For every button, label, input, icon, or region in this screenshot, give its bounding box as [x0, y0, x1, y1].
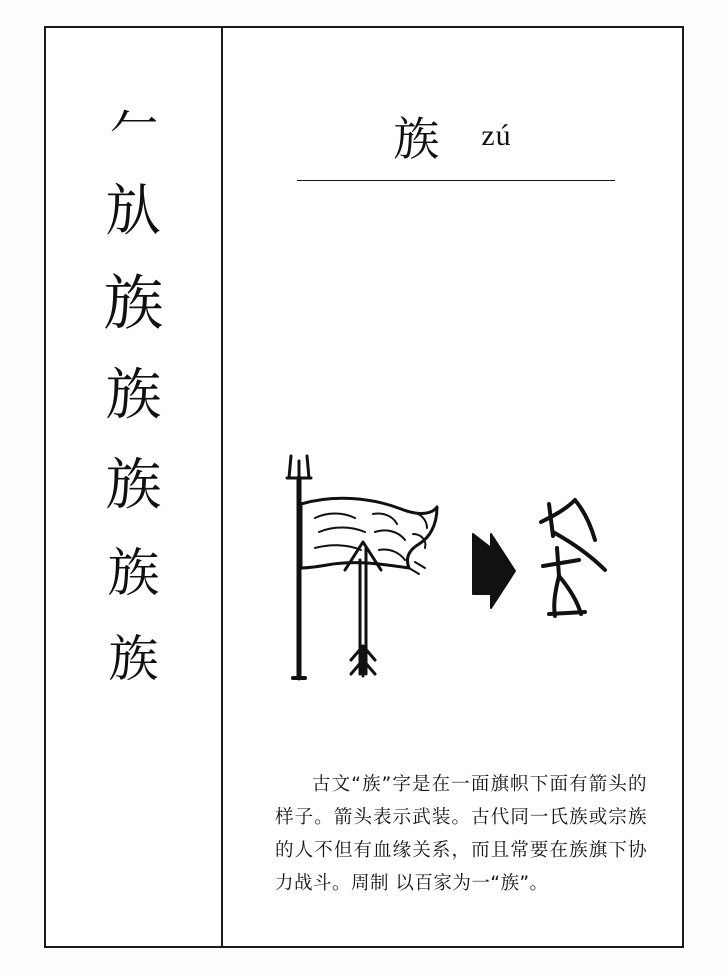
- script-form-regular: 族: [108, 630, 159, 688]
- etymology-illustration: [223, 408, 682, 708]
- script-form-seal-2: 族: [105, 453, 162, 518]
- script-form-oracle-bone: 𠂉: [109, 96, 158, 154]
- ancient-script-column: [46, 28, 221, 946]
- script-form-bronze-1: 㫃: [105, 179, 162, 244]
- entry-panel: [223, 28, 682, 946]
- etymology-explanation: 古文“族”字是在一面旗帜下面有箭头的样子。箭头表示武装。古代同一氏族或宗族的人不但有血缘关系，而且常要在族旗下协力战斗。周制 以百家为一“族”。: [275, 774, 647, 894]
- script-form-bronze-2: 族: [103, 269, 164, 339]
- headword-pinyin: zú: [481, 119, 512, 152]
- script-form-clerical: 族: [107, 544, 160, 604]
- script-form-seal-1: 族: [105, 363, 162, 428]
- heading-rule: [297, 180, 615, 181]
- entry-heading: [223, 103, 682, 169]
- headword-character: 族: [393, 112, 440, 166]
